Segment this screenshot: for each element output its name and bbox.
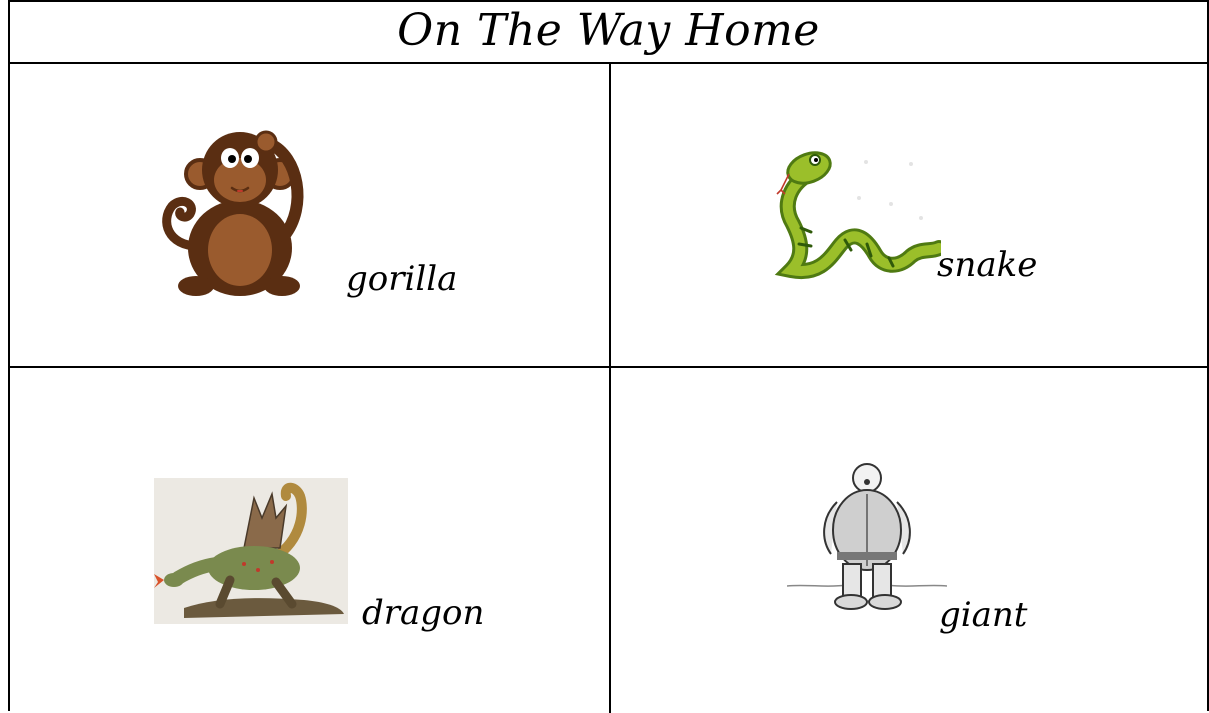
word-label: dragon xyxy=(362,593,485,633)
card-snake xyxy=(611,64,1207,366)
monkey-icon xyxy=(158,126,308,296)
word-card-sheet xyxy=(8,0,1209,711)
dragon-icon xyxy=(154,478,348,624)
page-title: On The Way Home xyxy=(397,5,820,56)
word-label: snake xyxy=(937,245,1038,285)
word-label: gorilla xyxy=(346,259,458,299)
card-giant xyxy=(611,368,1207,713)
giant-icon xyxy=(787,458,947,618)
card-dragon xyxy=(10,368,609,713)
title-row xyxy=(10,2,1207,64)
snake-icon xyxy=(771,144,941,284)
card-gorilla xyxy=(10,64,609,366)
word-label: giant xyxy=(939,595,1028,635)
